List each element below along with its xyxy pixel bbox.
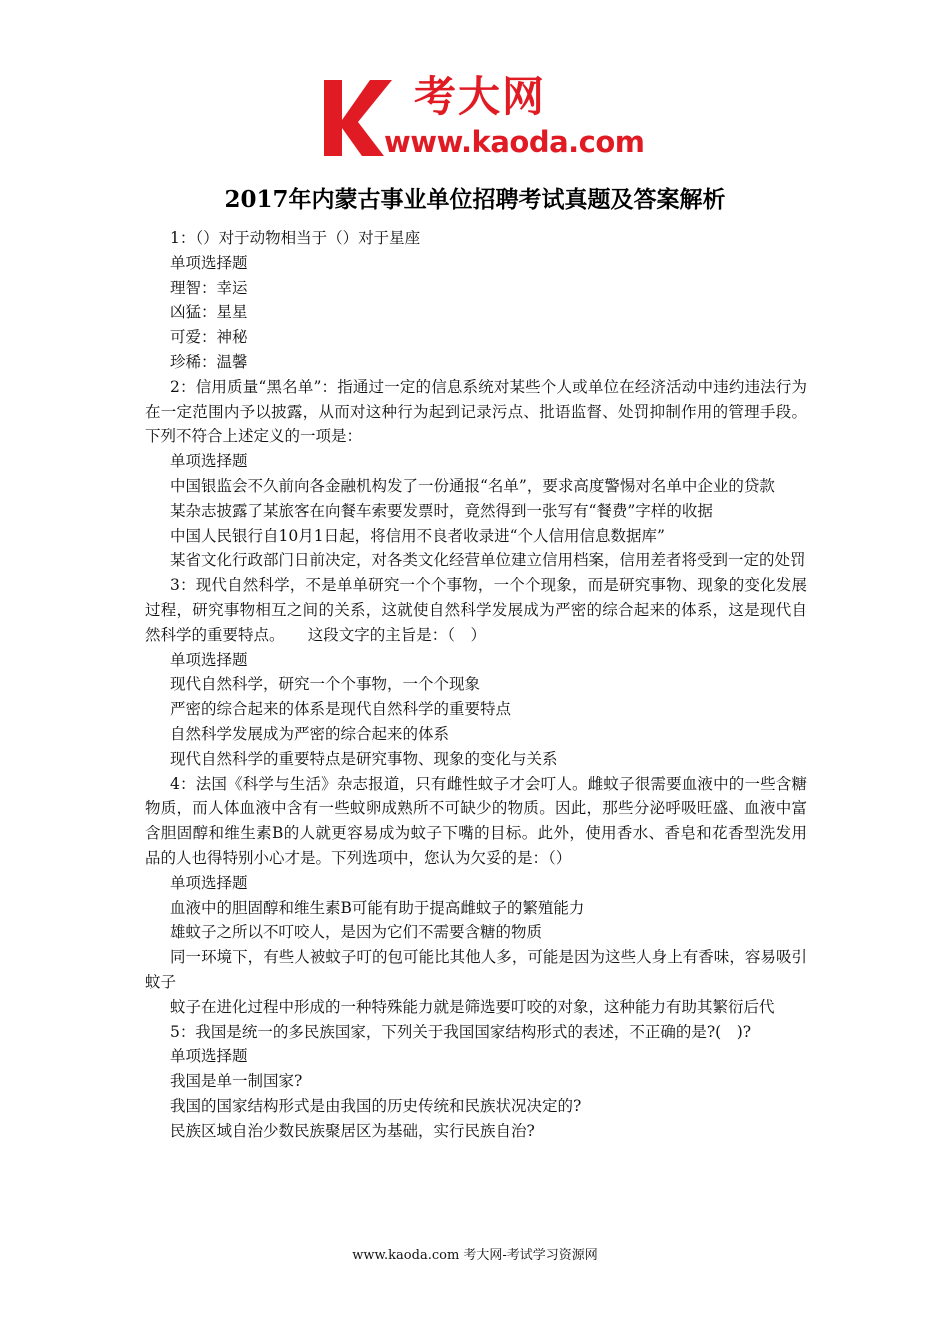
question-3-stem: 3：现代自然科学，不是单单研究一个个事物，一个个现象，而是研究事物、现象的变化发展过程，研究事物相互之间的关系，这就使自然科学发展成为严密的综合起来的体系，这是现代自然科学的重要特点。 这段文字的主旨是：（ ） [145, 576, 807, 644]
question-3-option: 自然科学发展成为严密的综合起来的体系 [170, 724, 450, 743]
question-5-option: 民族区域自治少数民族聚居区为基础，实行民族自治? [170, 1121, 535, 1140]
question-5-option: 我国的国家结构形式是由我国的历史传统和民族状况决定的? [170, 1096, 582, 1115]
question-2-option: 中国人民银行自10月1日起，将信用不良者收录进“个人信用信息数据库” [170, 526, 665, 545]
logo-url: www.kaoda.com [384, 125, 645, 159]
question-3-option: 现代自然科学，研究一个个事物，一个个现象 [170, 675, 481, 694]
question-4-stem: 4：法国《科学与生活》杂志报道，只有雌性蚊子才会叮人。雌蚊子很需要血液中的一些含糖物质，而人体血液中含有一些蚊卵成熟所不可缺少的物质。因此，那些分泌呼吸旺盛、血液中富含胆固醇和维生素B的人就更容易成为蚊子下嘴的目标。此外，使用香水、香皂和花香型洗发用品的人也得特别小心才是。下列选项中，您认为欠妥的是：（） [145, 774, 807, 867]
question-2-stem: 2：信用质量“黑名单”：指通过一定的信息系统对某些个人或单位在经济活动中违约违法行为在一定范围内予以披露，从而对这种行为起到记录污点、批语监督、处罚抑制作用的管理手段。下列不符合上述定义的一项是： [145, 377, 807, 446]
question-3-type: 单项选择题 [170, 650, 248, 669]
question-1-option: 可爱：神秘 [170, 328, 248, 347]
question-2-option: 中国银监会不久前向各金融机构发了一份通报“名单”，要求高度警惕对名单中企业的贷款 [170, 476, 775, 495]
question-4-option: 雄蚊子之所以不叮咬人，是因为它们不需要含糖的物质 [170, 923, 543, 942]
question-1-stem: 1：（）对于动物相当于（）对于星座 [170, 229, 421, 247]
question-5-stem: 5：我国是统一的多民族国家，下列关于我国国家结构形式的表述，不正确的是?( )? [170, 1022, 752, 1041]
question-3-option: 现代自然科学的重要特点是研究事物、现象的变化与关系 [170, 749, 558, 768]
question-1-option: 凶猛：星星 [170, 303, 248, 322]
question-2-type: 单项选择题 [170, 452, 248, 471]
question-3-option: 严密的综合起来的体系是现代自然科学的重要特点 [170, 700, 512, 719]
page-footer: www.kaoda.com 考大网-考试学习资源网 [352, 1248, 598, 1263]
question-2-option: 某杂志披露了某旅客在向餐车索要发票时，竟然得到一张写有“餐费”字样的收据 [170, 501, 713, 520]
question-1-option: 理智：幸运 [170, 278, 248, 297]
kaoda-logo [318, 72, 648, 164]
question-2-option: 某省文化行政部门日前决定，对各类文化经营单位建立信用档案，信用差者将受到一定的处罚 [170, 551, 806, 570]
logo-chinese-name: 考大网 [414, 72, 547, 121]
question-1-option: 珍稀：温馨 [170, 352, 248, 371]
question-content [145, 226, 807, 1143]
question-4-type: 单项选择题 [170, 873, 248, 892]
question-4-option: 蚊子在进化过程中形成的一种特殊能力就是筛选要叮咬的对象，这种能力有助其繁衍后代 [170, 997, 775, 1016]
question-1-type: 单项选择题 [170, 253, 248, 272]
question-5-type: 单项选择题 [170, 1047, 248, 1066]
question-4-option: 血液中的胆固醇和维生素B可能有助于提高雌蚊子的繁殖能力 [170, 898, 585, 917]
question-4-option: 同一环境下，有些人被蚊子叮的包可能比其他人多，可能是因为这些人身上有香味，容易吸引蚊子 [145, 948, 807, 991]
page-title: 2017年内蒙古事业单位招聘考试真题及答案解析 [224, 186, 726, 213]
question-5-option: 我国是单一制国家? [170, 1072, 303, 1091]
